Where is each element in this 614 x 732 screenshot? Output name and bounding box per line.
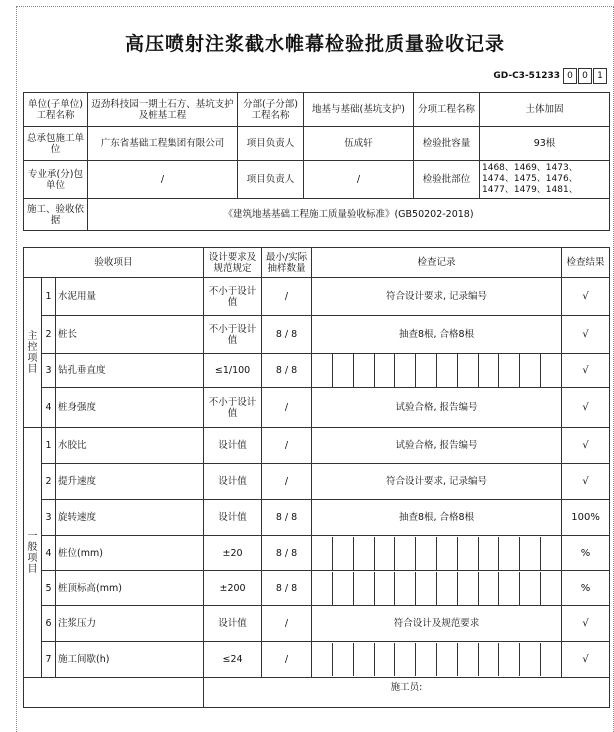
footer-blank: [24, 678, 204, 708]
row-name: 水胶比: [56, 428, 204, 464]
table-row: [24, 642, 610, 678]
row-name: 施工间歇(h): [56, 642, 204, 678]
code-box: 0: [563, 68, 577, 84]
item-value: 土体加固: [480, 93, 610, 127]
contractor-value: 广东省基础工程集团有限公司: [88, 127, 238, 161]
basis-value: 《建筑地基基础工程施工质量验收标准》(GB50202-2018): [88, 199, 610, 231]
form-title: 高压喷射注浆截水帷幕检验批质量验收记录: [124, 33, 505, 55]
table-row: [24, 500, 610, 536]
row-no: 1: [42, 278, 56, 316]
manager-value: 伍成轩: [304, 127, 414, 161]
row-result: √: [562, 464, 610, 500]
row-sample: /: [262, 428, 312, 464]
row-record-grid: [312, 354, 562, 388]
row-name: 桩身强度: [56, 388, 204, 428]
row-no: 5: [42, 571, 56, 606]
table-row: [24, 536, 610, 571]
form-code: [493, 68, 607, 84]
row-sample: 8 / 8: [262, 536, 312, 571]
row-name: 注浆压力: [56, 606, 204, 642]
row-sample: /: [262, 388, 312, 428]
row-record-grid: [312, 642, 562, 678]
col-item: 验收项目: [24, 248, 204, 278]
row-record: 试验合格, 报告编号: [312, 428, 562, 464]
col-design: 设计要求及规范规定: [204, 248, 262, 278]
part-value: 1468、1469、1473、1474、1475、1476、1477、1479、1481、: [480, 161, 610, 199]
row-design: ±200: [204, 571, 262, 606]
unit-label: 单位(子单位)工程名称: [24, 93, 88, 127]
row-design: 设计值: [204, 500, 262, 536]
footer-cell: [204, 678, 610, 708]
row-design: 不小于设计值: [204, 316, 262, 354]
row-no: 3: [42, 500, 56, 536]
row-design: ≤24: [204, 642, 262, 678]
table-row: [24, 464, 610, 500]
table-row: [24, 606, 610, 642]
form-code-text: GD-C3-51233: [493, 71, 560, 81]
row-no: 2: [42, 316, 56, 354]
row-sample: /: [262, 642, 312, 678]
row-sample: /: [262, 278, 312, 316]
general-group-label: 一 般 项 目: [24, 428, 42, 678]
row-design: ±20: [204, 536, 262, 571]
row-no: 3: [42, 354, 56, 388]
row-design: 设计值: [204, 464, 262, 500]
row-record: 抽查8根, 合格8根: [312, 500, 562, 536]
row-result: √: [562, 388, 610, 428]
col-record: 检查记录: [312, 248, 562, 278]
row-sample: 8 / 8: [262, 316, 312, 354]
footer-row: [24, 678, 610, 708]
row-sample: 8 / 8: [262, 500, 312, 536]
row-sample: 8 / 8: [262, 354, 312, 388]
footer-label: 施工员:: [390, 682, 423, 693]
code-box: 1: [593, 68, 607, 84]
row-sample: 8 / 8: [262, 571, 312, 606]
row-no: 6: [42, 606, 56, 642]
column-header-row: [24, 248, 610, 278]
row-design: 不小于设计值: [204, 278, 262, 316]
row-result: √: [562, 278, 610, 316]
capacity-label: 检验批容量: [414, 127, 480, 161]
row-no: 4: [42, 388, 56, 428]
sub-value: /: [88, 161, 238, 199]
row-no: 4: [42, 536, 56, 571]
unit-value: 迈劲科技园一期土石方、基坑支护及桩基工程: [88, 93, 238, 127]
row-record-grid: [312, 571, 562, 606]
row-result: 100%: [562, 500, 610, 536]
table-row: [24, 428, 610, 464]
manager2-value: /: [304, 161, 414, 199]
sub-label: 专业承(分)包单位: [24, 161, 88, 199]
row-name: 钻孔垂直度: [56, 354, 204, 388]
row-sample: /: [262, 464, 312, 500]
header-table: [23, 92, 610, 231]
row-result: √: [562, 354, 610, 388]
row-record: 符合设计要求, 记录编号: [312, 278, 562, 316]
row-design: 设计值: [204, 428, 262, 464]
row-name: 旋转速度: [56, 500, 204, 536]
row-record: 符合设计及规范要求: [312, 606, 562, 642]
row-no: 2: [42, 464, 56, 500]
manager2-label: 项目负责人: [238, 161, 304, 199]
row-no: 7: [42, 642, 56, 678]
division-value: 地基与基础(基坑支护): [304, 93, 414, 127]
col-sample: 最小/实际抽样数量: [262, 248, 312, 278]
table-row: [24, 571, 610, 606]
row-result: %: [562, 536, 610, 571]
form-page: [16, 6, 614, 732]
row-design: 设计值: [204, 606, 262, 642]
row-name: 桩长: [56, 316, 204, 354]
contractor-label: 总承包施工单位: [24, 127, 88, 161]
row-result: %: [562, 571, 610, 606]
basis-label: 施工、验收依据: [24, 199, 88, 231]
row-record-grid: [312, 536, 562, 571]
item-label: 分项工程名称: [414, 93, 480, 127]
capacity-value: 93根: [480, 127, 610, 161]
row-name: 水泥用量: [56, 278, 204, 316]
row-name: 提升速度: [56, 464, 204, 500]
manager-label: 项目负责人: [238, 127, 304, 161]
row-result: √: [562, 428, 610, 464]
row-result: √: [562, 606, 610, 642]
row-result: √: [562, 316, 610, 354]
row-record: 试验合格, 报告编号: [312, 388, 562, 428]
table-row: [24, 388, 610, 428]
row-name: 桩顶标高(mm): [56, 571, 204, 606]
division-label: 分部(子分部)工程名称: [238, 93, 304, 127]
row-record: 符合设计要求, 记录编号: [312, 464, 562, 500]
row-design: 不小于设计值: [204, 388, 262, 428]
row-record: 抽查8根, 合格8根: [312, 316, 562, 354]
table-row: [24, 354, 610, 388]
items-table: [23, 247, 610, 708]
code-box: 0: [578, 68, 592, 84]
col-result: 检查结果: [562, 248, 610, 278]
part-label: 检验批部位: [414, 161, 480, 199]
row-name: 桩位(mm): [56, 536, 204, 571]
table-row: [24, 278, 610, 316]
table-row: [24, 316, 610, 354]
row-no: 1: [42, 428, 56, 464]
row-design: ≤1/100: [204, 354, 262, 388]
row-sample: /: [262, 606, 312, 642]
main-group-label: 主 控 项 目: [24, 278, 42, 428]
row-result: √: [562, 642, 610, 678]
